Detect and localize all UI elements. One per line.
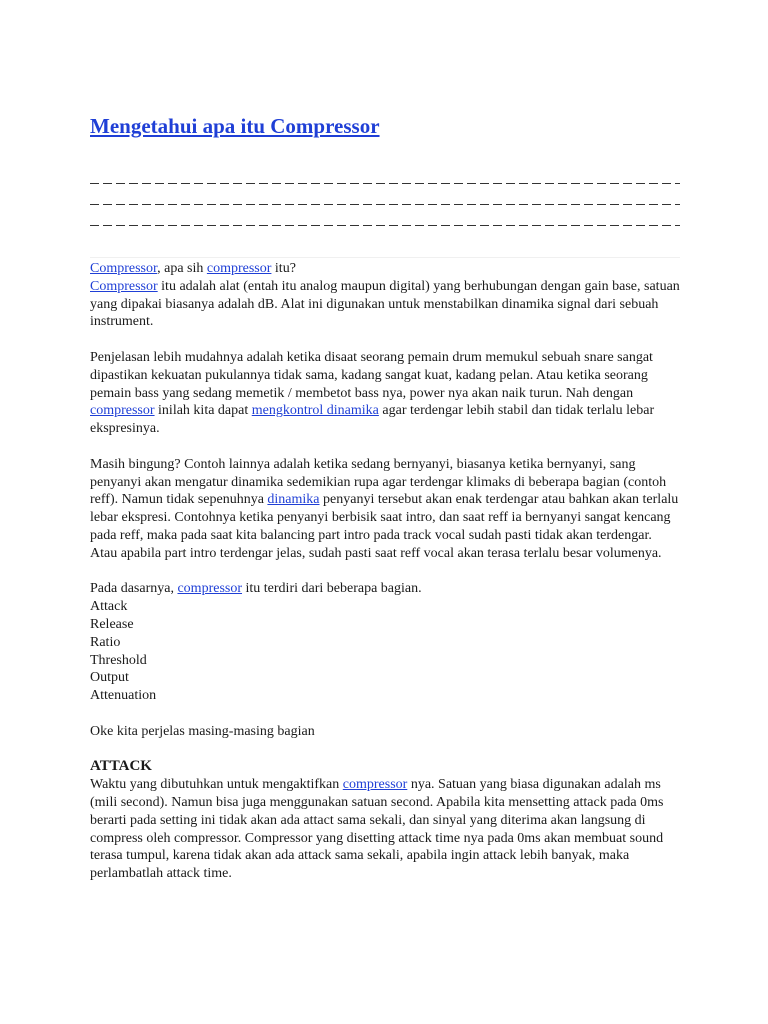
paragraph-text: Waktu yang dibutuhkan untuk mengaktifkan — [90, 777, 343, 793]
paragraph-gap — [90, 438, 680, 456]
explain-line: Oke kita perjelas masing-masing bagian — [90, 723, 315, 739]
intro-text: itu adalah alat (entah itu analog maupun digital) yang berhubungan dengan gain base, satuan yang dipakai biasanya adalah dB. Alat ini digunakan untuk menstabilkan dinamika signal dari sebuah instrument. — [90, 278, 680, 330]
divider — [90, 257, 680, 258]
compressor-link[interactable]: compressor — [90, 403, 155, 419]
intro-text: itu? — [271, 261, 296, 276]
part-item-attenuation: Attenuation — [90, 688, 157, 704]
paragraph-text: Penjelasan lebih mudahnya adalah ketika disaat seorang pemain drum memukul sebuah snare sangat dipastikan kekuatan pukulannya tidak sama, kadang sangat kuat, kadang pelan. Atau ketika seorang pemain bass yang sedang memetik / membetot bass nya, power nya akan naik turun. Nah dengan — [90, 349, 653, 401]
compressor-link[interactable]: Compressor — [90, 261, 158, 276]
dashed-line — [90, 192, 680, 213]
part-item-threshold: Threshold — [90, 652, 147, 668]
attack-heading: ATTACK — [90, 758, 152, 775]
paragraph-gap — [90, 705, 680, 723]
part-item-release: Release — [90, 616, 134, 632]
paragraph-text: inilah kita dapat — [154, 403, 252, 419]
dashed-separator — [90, 171, 680, 234]
dashed-line — [90, 213, 680, 234]
dashed-line — [90, 171, 680, 192]
mengkontrol-dinamika-link[interactable]: mengkontrol dinamika — [251, 403, 379, 419]
intro-text: , apa sih — [157, 261, 207, 276]
part-item-attack: Attack — [90, 599, 128, 615]
page-title — [90, 113, 380, 139]
title-link[interactable]: Mengetahui apa itu Compressor — [90, 114, 380, 138]
dinamika-link[interactable]: dinamika — [267, 492, 320, 508]
paragraph-text: penyanyi tersebut akan enak terdengar atau bahkan akan terlalu lebar ekspresi. Contohnya ketika penyanyi berbisik saat intro, dan saat reff ia bernyanyi sangat kencang pada reff, maka pada saat kita balancing part intro pada track vocal sudah pasti tidak akan terdengar. Atau apabila part intro terdengar jelas, sudah pasti saat reff vocal akan terasa terlalu besar volumenya. — [90, 492, 679, 561]
attack-paragraph — [90, 776, 680, 883]
paragraph-text: itu terdiri dari beberapa bagian. — [242, 581, 422, 597]
compressor-link[interactable]: compressor — [177, 581, 243, 597]
paragraph-gap — [90, 741, 680, 759]
paragraph-gap — [90, 563, 680, 581]
paragraph-text: nya. Satuan yang biasa digunakan adalah ms (mili second). Namun bisa juga menggunakan satuan second. Apabila kita mensetting attack pada 0ms berarti pada setting ini tidak akan ada attact sama sekali, dan sinyal yang diterima akan langsung di compress oleh compressor. Compressor yang disetting attack time nya pada 0ms akan membuat sound terasa tumpul, karena tidak akan ada attack sama sekali, apabila ingin attack lebih banyak, maka perlambatlah attack time. — [90, 777, 664, 882]
example-paragraph — [90, 456, 680, 563]
explanation-paragraph — [90, 349, 680, 438]
intro-paragraph — [90, 260, 680, 331]
compressor-link[interactable]: compressor — [342, 777, 408, 793]
paragraph-text: Masih bingung? Contoh lainnya adalah ketika sedang bernyanyi, biasanya ketika bernyanyi, sang penyanyi akan mengatur dinamika sedemikian rupa agar terdengar klimaks di beberapa bagian (contoh reff). Namun tidak sepenuhnya — [90, 456, 667, 508]
compressor-link[interactable]: compressor — [206, 261, 272, 276]
part-item-output: Output — [90, 670, 129, 686]
paragraph-text: Pada dasarnya, — [90, 581, 178, 597]
parts-paragraph — [90, 580, 680, 598]
paragraph-gap — [90, 331, 680, 349]
part-item-ratio: Ratio — [90, 634, 121, 650]
article-body — [90, 260, 680, 883]
paragraph-text: agar terdengar lebih stabil dan tidak terlalu lebar ekspresinya. — [90, 403, 655, 437]
compressor-link[interactable]: Compressor — [90, 278, 158, 294]
